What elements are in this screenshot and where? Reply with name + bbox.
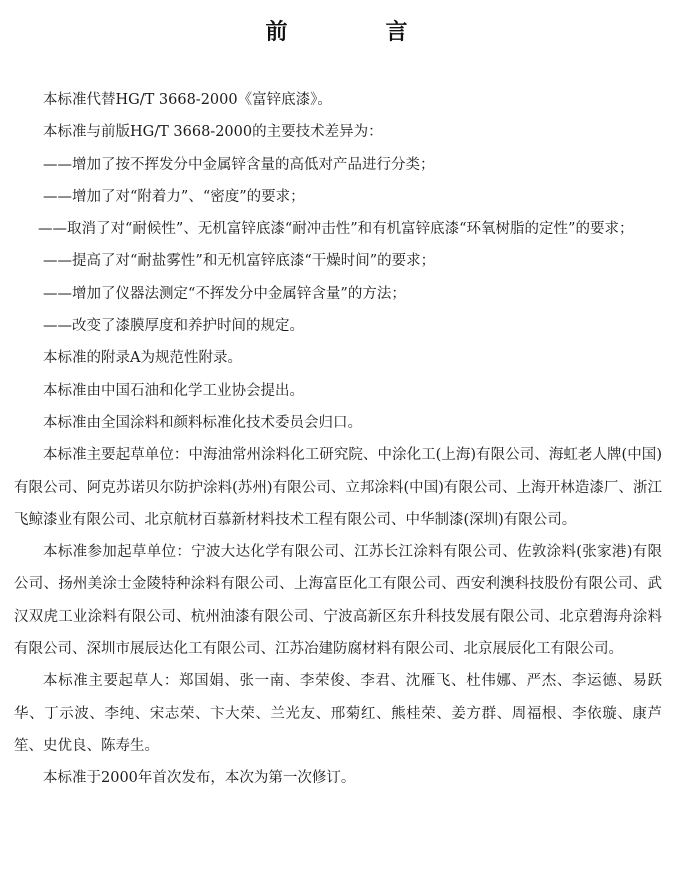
paragraph-proposed-by: 本标准由中国石油和化学工业协会提出。 — [43, 382, 304, 399]
difference-item-1: ——增加了按不挥发分中金属锌含量的高低对产品进行分类； — [43, 156, 435, 173]
difference-item-4: ——提高了对“耐盐雾性”和无机富锌底漆“干燥时间”的要求； — [43, 253, 436, 270]
paragraph-release-history: 本标准于2000年首次发布，本次为第一次修订。 — [43, 770, 356, 787]
paragraph-appendix: 本标准的附录A为规范性附录。 — [43, 350, 242, 367]
difference-item-6: ——改变了漆膜厚度和养护时间的规定。 — [43, 318, 304, 335]
paragraph-differences-intro: 本标准与前版HG/T 3668-2000的主要技术差异为： — [43, 124, 383, 141]
difference-item-3: ——取消了对“耐候性”、无机富锌底漆“耐冲击性”和有机富锌底漆“环氧树脂的定性”的要求； — [38, 221, 634, 238]
paragraph-main-drafting-units: 本标准主要起草单位：中海油常州涂料化工研究院、中涂化工(上海)有限公司、海虹老人牌(中国)有限公司、阿克苏诺贝尔防护涂料(苏州)有限公司、立邦涂料(中国)有限公司、上海开林造漆厂、浙江飞鲸漆业有限公司、北京航材百慕新材料技术工程有限公司、中华制漆(深圳)有限公司。 — [14, 447, 662, 528]
foreword-body — [14, 84, 662, 795]
paragraph-participating-units: 本标准参加起草单位：宁波大达化学有限公司、江苏长江涂料有限公司、佐敦涂料(张家港)有限公司、扬州美涂士金陵特种涂料有限公司、上海富臣化工有限公司、西安利澳科技股份有限公司、武汉双虎工业涂料有限公司、杭州油漆有限公司、宁波高新区东升科技发展有限公司、北京碧海舟涂料有限公司、深圳市展辰达化工有限公司、江苏冶建防腐材料有限公司、北京展辰化工有限公司。 — [14, 544, 662, 658]
difference-item-2: ——增加了对“附着力”、“密度”的要求； — [43, 188, 305, 205]
paragraph-main-drafters: 本标准主要起草人：郑国娟、张一南、李荣俊、李君、沈雁飞、杜伟娜、严杰、李运德、易跃华、丁示波、李纯、宋志荣、卞大荣、兰光友、邢菊红、熊桂荣、姜方群、周福根、李依璇、康芦笙、史优良、陈寿生。 — [14, 673, 662, 754]
paragraph-centralized-by: 本标准由全国涂料和颜料标准化技术委员会归口。 — [43, 414, 362, 431]
difference-item-5: ——增加了仪器法测定“不挥发分中金属锌含量”的方法； — [43, 285, 406, 302]
page-title: 前 言 — [265, 20, 446, 45]
paragraph-replaces: 本标准代替HG/T 3668-2000《富锌底漆》。 — [43, 92, 332, 108]
